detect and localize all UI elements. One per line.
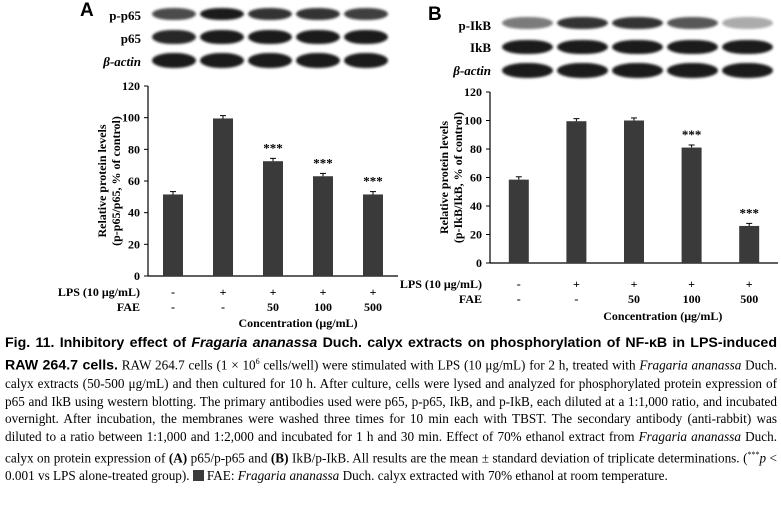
y-tick-label: 20 (470, 227, 482, 242)
bar-chart-b (400, 0, 781, 330)
significance-label: *** (263, 140, 283, 156)
fae-value: - (574, 292, 579, 306)
bar (624, 121, 644, 264)
y-tick-label: 60 (470, 170, 482, 185)
fae-value: 50 (628, 292, 640, 306)
significance-label: *** (313, 155, 333, 171)
fae-value: 500 (364, 300, 382, 314)
lps-value: - (171, 285, 175, 299)
fae-value: 100 (682, 292, 701, 306)
bar (313, 176, 333, 276)
significance-label: *** (363, 173, 383, 189)
y-axis-label-line2: (p-p65/p65, % of control) (109, 116, 123, 246)
lps-value: + (572, 277, 580, 291)
fae-value: 500 (740, 292, 759, 306)
bar (213, 118, 233, 276)
lps-value: + (369, 285, 377, 299)
significance-label: *** (681, 127, 702, 143)
figure-caption: Fig. 11. Inhibitory effect of Fragaria ananassa Duch. calyx extracts on phosphorylation of NF-κB in LPS-induced RAW 264.7 cells. RAW 264.7 cells ($1 \times 10^6$ cells/well) were stimulated with LPS (10 μg/mL) for 2 h, treated with Fragaria ananassa Duch. calyx extracts (50-500 μg/mL) and then cultured for 10 h. After culture, cells were lysed and analyzed for phosphorylated protein expression of p65 and IkB using western blotting. The primary antibodies used were p65, p-p65, IkB, and p-IkB, each diluted at a 1:1,000 ratio, and incubated overnight. After incubation, the membranes were washed three times for 10 min each with TBST. The secondary antibody (anti-rabbit) was diluted to a ratio between 1:1,000 and 1:2,000 and incubated for 1 h and 30 min. Effect of 70% ethanol extract from Fragaria ananassa Duch. calyx on protein expression of (A) p65/p-p65 and (B) IkB/p-IkB. All results are the mean ± standard deviation of triplicate determinations. (***p < 0.001 vs LPS alone-treated group). FAE: Fragaria ananassa Duch. calyx extracted with 70% ethanol at room temperature. (5, 335, 777, 483)
y-tick-label: 100 (122, 110, 140, 125)
y-tick-label: 0 (134, 269, 140, 283)
fae-value: 50 (267, 300, 279, 314)
x-axis-label: Concentration (μg/mL) (603, 309, 723, 323)
bar (682, 148, 702, 263)
y-tick-label: 80 (128, 142, 140, 157)
panel-b (400, 0, 781, 330)
caption-title: Fig. 11. Inhibitory effect of Fragaria ananassa Duch. calyx extracts on phosphorylation of NF-κB in LPS-induced RAW 264.7 cells. (5, 335, 777, 374)
y-tick-label: 60 (128, 174, 140, 188)
lps-row-label: LPS (10 μg/mL) (57, 285, 140, 299)
fae-row-label: FAE (116, 300, 140, 314)
bar (363, 194, 383, 276)
fae-value: - (516, 292, 521, 306)
blot-label-p-ikb: p-IkB (458, 18, 491, 33)
bar (509, 180, 529, 263)
y-tick-label: 20 (128, 237, 140, 252)
lps-value: + (319, 285, 327, 299)
fae-row-label: FAE (458, 292, 482, 306)
blot-label-p-p65: p-p65 (109, 8, 141, 23)
y-tick-label: 120 (464, 85, 482, 99)
blot-label-ikb: IkB (470, 40, 491, 55)
y-tick-label: 0 (476, 256, 482, 270)
y-tick-label: 100 (464, 113, 482, 128)
blot-label-beta-actin-b: β-actin (453, 63, 491, 78)
blot-label-p65: p65 (120, 31, 141, 46)
fae-value: 100 (314, 300, 332, 314)
bar (263, 161, 283, 276)
lps-row-label: LPS (10 μg/mL) (399, 277, 482, 291)
y-axis-label-line1: Relative protein levels (437, 120, 451, 235)
fae-value: - (221, 300, 225, 314)
lps-value: - (516, 277, 521, 291)
lps-value: + (219, 285, 227, 299)
bar (566, 121, 586, 263)
lps-value: + (745, 277, 753, 291)
bar (163, 194, 183, 276)
lps-value: + (688, 277, 696, 291)
y-tick-label: 40 (470, 199, 482, 213)
significance-label: *** (739, 205, 759, 221)
y-tick-label: 80 (470, 142, 482, 156)
lps-value: + (269, 285, 277, 299)
panel-a (0, 0, 400, 330)
legend-square-icon (193, 470, 204, 481)
y-axis-label-line2: (p-IkB/IkB, % of control) (451, 111, 465, 244)
y-tick-label: 120 (122, 79, 140, 93)
panel-b-letter: B (428, 4, 442, 25)
lps-value: + (630, 277, 638, 291)
y-axis-label-line1: Relative protein levels (95, 124, 109, 238)
panel-a-letter: A (80, 0, 94, 21)
y-tick-label: 40 (128, 205, 140, 220)
blot-label-beta-actin: β-actin (103, 54, 141, 69)
fae-value: - (171, 300, 175, 314)
bar (739, 226, 759, 263)
bar-chart-a (0, 0, 400, 330)
x-axis-label: Concentration (μg/mL) (238, 316, 358, 330)
